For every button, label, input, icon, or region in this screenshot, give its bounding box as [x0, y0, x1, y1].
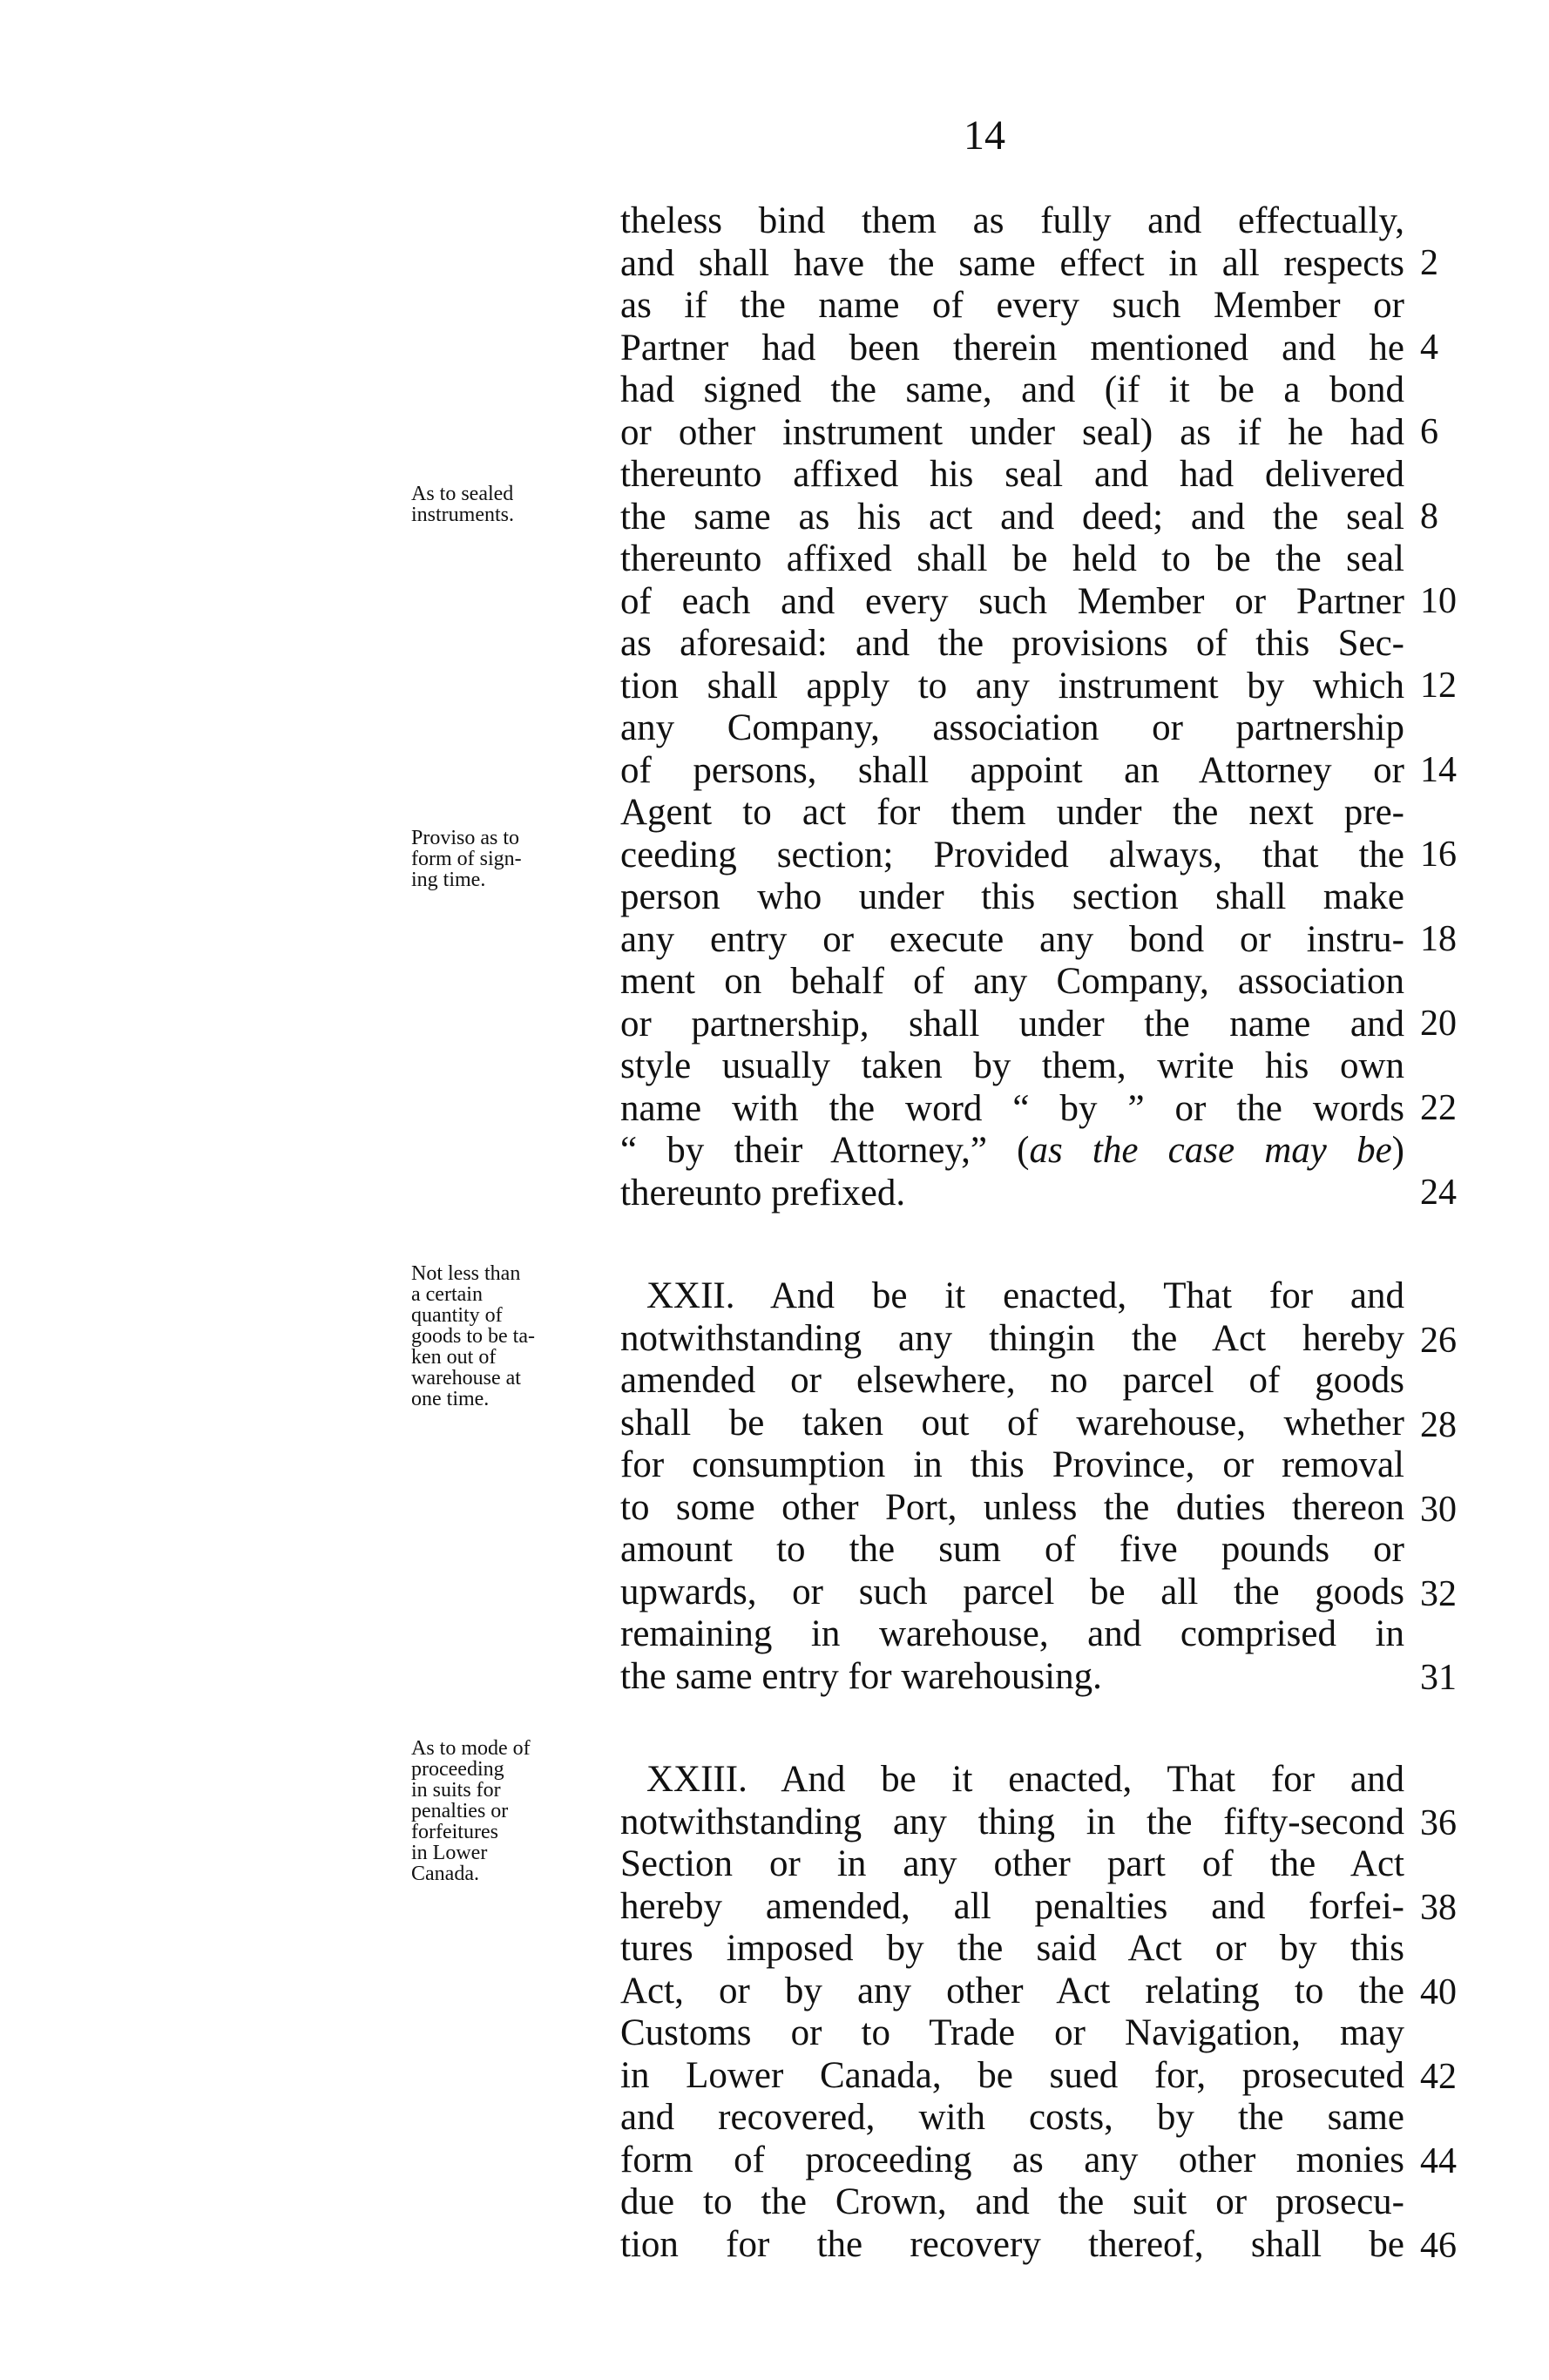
margin-note-line: penalties or [411, 1800, 509, 1822]
page-number: 14 [964, 112, 1005, 159]
line-number: 46 [1420, 2226, 1457, 2266]
line-number: 44 [1420, 2141, 1457, 2181]
text-line: style usually taken by them, write his own [620, 1045, 1404, 1086]
margin-note-line: one time. [411, 1388, 490, 1410]
text-line: amended or elsewhere, no parcel of goods [620, 1360, 1404, 1401]
text-line: Customs or to Trade or Navigation, may [620, 2012, 1404, 2053]
text-line: any Company, association or partnership [620, 707, 1404, 748]
text-line: XXIII. And be it enacted, That for and [646, 1759, 1404, 1800]
body-text [620, 200, 1404, 2266]
margin-note-line: Not less than [411, 1262, 521, 1285]
text-line: remaining in warehouse, and comprised in [620, 1613, 1404, 1654]
text-line: due to the Crown, and the suit or prosecu- [620, 2181, 1404, 2222]
margin-note-line: Proviso as to [411, 827, 520, 849]
text-line: thereunto affixed shall be held to be the seal [620, 538, 1404, 579]
margin-note-line: forfeitures [411, 1821, 498, 1843]
line-number: 30 [1420, 1490, 1457, 1530]
text-line: Agent to act for them under the next pre- [620, 792, 1404, 833]
margin-note-line: ken out of [411, 1346, 497, 1369]
text-line: hereby amended, all penalties and forfei- [620, 1885, 1404, 1927]
margin-note-proviso-signing [411, 828, 594, 890]
text-line: or other instrument under seal) as if he had [620, 411, 1404, 453]
text-line: tion for the recovery thereof, shall be [620, 2223, 1404, 2265]
paragraph-gap [620, 1214, 1404, 1275]
text-line: ment on behalf of any Company, association [620, 961, 1404, 1002]
text-line: as if the name of every such Member or [620, 285, 1404, 326]
margin-note-line: As to mode of [411, 1737, 531, 1760]
line-number: 26 [1420, 1321, 1457, 1361]
text-line: the same entry for warehousing. [620, 1655, 1102, 1697]
line-number: 40 [1420, 1972, 1457, 2012]
margin-note-line: proceeding [411, 1758, 504, 1781]
text-line: upwards, or such parcel be all the goods [620, 1571, 1404, 1613]
line-number: 38 [1420, 1888, 1457, 1928]
text-line: notwithstanding any thingin the Act hereby [620, 1317, 1404, 1359]
margin-note-line: Canada. [411, 1863, 479, 1885]
text-line: had signed the same, and (if it be a bond [620, 369, 1404, 410]
line-number: 24 [1420, 1173, 1457, 1213]
text-line: any entry or execute any bond or instru- [620, 918, 1404, 960]
line-number: 22 [1420, 1088, 1457, 1128]
text-line: in Lower Canada, be sued for, prosecuted [620, 2054, 1404, 2096]
text-line: as aforesaid: and the provisions of this Sec- [620, 623, 1404, 664]
text-line: the same as his act and deed; and the seal [620, 496, 1404, 538]
text-line: Act, or by any other Act relating to the [620, 1970, 1404, 2012]
text-line: notwithstanding any thing in the fifty-second [620, 1801, 1404, 1842]
text-line: ceeding section; Provided always, that the [620, 834, 1404, 876]
text-span: “ by their Attorney,” (as the case may be) [620, 1130, 1404, 1171]
text-line: and shall have the same effect in all respects [620, 242, 1404, 284]
line-number: 31 [1420, 1658, 1457, 1698]
margin-note-line: quantity of [411, 1304, 503, 1327]
paragraph-continuation [620, 200, 1404, 1214]
line-number: 14 [1420, 750, 1457, 790]
line-number: 18 [1420, 919, 1457, 959]
text-line: shall be taken out of warehouse, whether [620, 1402, 1404, 1444]
text-line: thereunto prefixed. [620, 1172, 906, 1214]
text-line: Section or in any other part of the Act [620, 1843, 1404, 1884]
margin-note-line: in suits for [411, 1779, 501, 1802]
text-line: theless bind them as fully and effectually, [620, 200, 1404, 241]
text-line: tion shall apply to any instrument by which [620, 665, 1404, 707]
text-line: amount to the sum of five pounds or [620, 1529, 1404, 1570]
margin-note-warehouse-quantity [411, 1263, 594, 1410]
text-line: for consumption in this Province, or removal [620, 1444, 1404, 1485]
line-number: 12 [1420, 666, 1457, 706]
text-line: name with the word “ by ” or the words [620, 1087, 1404, 1129]
line-number: 8 [1420, 497, 1438, 537]
line-number: 28 [1420, 1405, 1457, 1445]
text-line: of persons, shall appoint an Attorney or [620, 749, 1404, 791]
text-line: person who under this section shall make [620, 876, 1404, 917]
paragraph-gap [620, 1698, 1404, 1759]
margin-note-line: form of sign- [411, 848, 522, 870]
line-number: 2 [1420, 243, 1438, 283]
margin-note-line: As to sealed [411, 483, 514, 505]
text-line: Partner had been therein mentioned and he [620, 327, 1404, 368]
text-line: tures imposed by the said Act or by this [620, 1928, 1404, 1969]
margin-note-lower-canada-suits [411, 1738, 594, 1884]
text-line: to some other Port, unless the duties thereon [620, 1486, 1404, 1528]
text-line: of each and every such Member or Partner [620, 580, 1404, 622]
line-number: 4 [1420, 328, 1438, 368]
line-number: 42 [1420, 2057, 1457, 2097]
margin-note-line: warehouse at [411, 1367, 521, 1389]
line-number: 6 [1420, 412, 1438, 452]
margin-note-line: ing time. [411, 869, 486, 891]
margin-note-sealed-instruments [411, 483, 594, 525]
margin-note-line: a certain [411, 1283, 483, 1306]
line-number: 10 [1420, 581, 1457, 621]
text-line: and recovered, with costs, by the same [620, 2097, 1404, 2138]
text-line: or partnership, shall under the name and [620, 1003, 1404, 1045]
section-xxii [620, 1275, 1404, 1698]
margin-note-line: instruments. [411, 504, 514, 526]
text-line: form of proceeding as any other monies [620, 2139, 1404, 2181]
text-line-italic [620, 1130, 1404, 1173]
text-line: thereunto affixed his seal and had delivered [620, 454, 1404, 495]
line-number: 36 [1420, 1803, 1457, 1843]
text-line: XXII. And be it enacted, That for and [646, 1275, 1404, 1316]
line-number: 32 [1420, 1574, 1457, 1614]
margin-note-line: in Lower [411, 1842, 488, 1864]
line-number: 16 [1420, 835, 1457, 875]
line-number: 20 [1420, 1004, 1457, 1044]
section-xxiii [620, 1759, 1404, 2266]
margin-note-line: goods to be ta- [411, 1325, 535, 1348]
